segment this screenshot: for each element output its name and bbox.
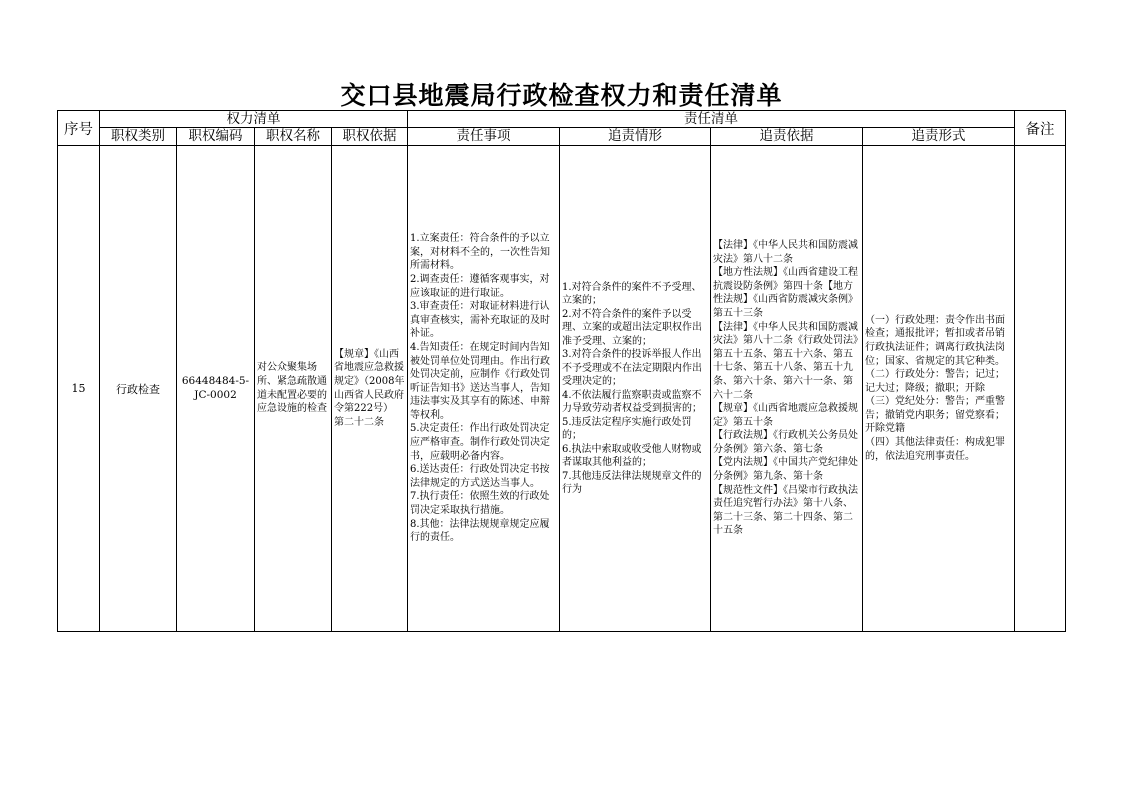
header-power-list: 权力清单 [100,111,408,128]
cell-power-name: 对公众聚集场所、紧急疏散通道未配置必要的应急设施的检查 [255,146,332,632]
header-responsibility-items: 责任事项 [408,128,560,146]
header-accountability-basis: 追责依据 [711,128,863,146]
cell-power-basis: 【规章】《山西省地震应急救援规定》（2008年山西省人民政府令第222号） 第二十二条 [332,146,408,632]
header-power-basis: 职权依据 [332,128,408,146]
cell-remark [1015,146,1066,632]
power-responsibility-table [57,110,1066,632]
cell-power-type: 行政检查 [100,146,177,632]
header-seq: 序号 [58,111,100,146]
page-title: 交口县地震局行政检查权力和责任清单 [340,81,783,110]
cell-power-code: 66448484-5- JC-0002 [177,146,255,632]
header-power-code: 职权编码 [177,128,255,146]
cell-responsibility-items: 1.立案责任：符合条件的予以立案，对材料不全的，一次性告知所需材料。 2.调查责任：遵循客观事实，对应该取证的进行取证。 3.审查责任：对取证材料进行认真审查核实，需补充取证的及时补证。 4.告知责任：在规定时间内告知被处罚单位处罚理由。作出行政处罚决定前，应制作《行政处罚听证告知书》送达当事人，告知违法事实及其享有的陈述、申辩等权利。 5.决定责任：作出行政处罚决定应严格审查。制作行政处罚决定书，应载明必备内容。 6.送达责任：行政处罚决定书按法律规定的方式送达当事人。 7.执行责任：依照生效的行政处罚决定采取执行措施。 8.其他：法律法规规章规定应履行的责任。 [408,146,560,632]
header-remark: 备注 [1015,111,1066,146]
table-row [58,146,1066,632]
header-responsibility-list: 责任清单 [408,111,1015,128]
header-power-type: 职权类别 [100,128,177,146]
cell-accountability-cases: 1.对符合条件的案件不予受理、立案的； 2.对不符合条件的案件予以受理、立案的或超出法定职权作出准予受理、立案的； 3.对符合条件的投诉举报人作出不予受理或不在法定期限内作出受理决定的； 4.不依法履行监察职责或监察不力导致劳动者权益受到损害的； 5.违反法定程序实施行政处罚的； 6.执法中索取或收受他人财物或者谋取其他利益的； 7.其他违反法律法规规章文件的行为 [560,146,711,632]
header-power-name: 职权名称 [255,128,332,146]
header-accountability-forms: 追责形式 [863,128,1015,146]
cell-accountability-basis: 【法律】《中华人民共和国防震减灾法》第八十二条 【地方性法规】《山西省建设工程抗震设防条例》第四十条【地方性法规】《山西省防震减灾条例》第五十三条 【法律】《中华人民共和国防震减灾法》第八十二条《行政处罚法》第五十五条、第五十六条、第五十七条、第五十八条、第五十九条、第六十条、第六十一条、第六十二条 【规章】《山西省地震应急救援规定》第五十条 【行政法规】《行政机关公务员处分条例》第六条、第七条 【党内法规】《中国共产党纪律处分条例》第九条、第十条 【规范性文件】《吕梁市行政执法责任追究暂行办法》第十八条、第二十三条、第二十四条、第二十五条 [711,146,863,632]
header-accountability-cases: 追责情形 [560,128,711,146]
cell-accountability-forms: （一）行政处理：责令作出书面检查；通报批评；暂扣或者吊销行政执法证件；调离行政执法岗位；国家、省规定的其它种类。 （二）行政处分：警告；记过；记大过；降级；撤职；开除 （三）党纪处分：警告；严重警告；撤销党内职务；留党察看；开除党籍 （四）其他法律责任：构成犯罪的，依法追究刑事责任。 [863,146,1015,632]
cell-seq: 15 [58,146,100,632]
